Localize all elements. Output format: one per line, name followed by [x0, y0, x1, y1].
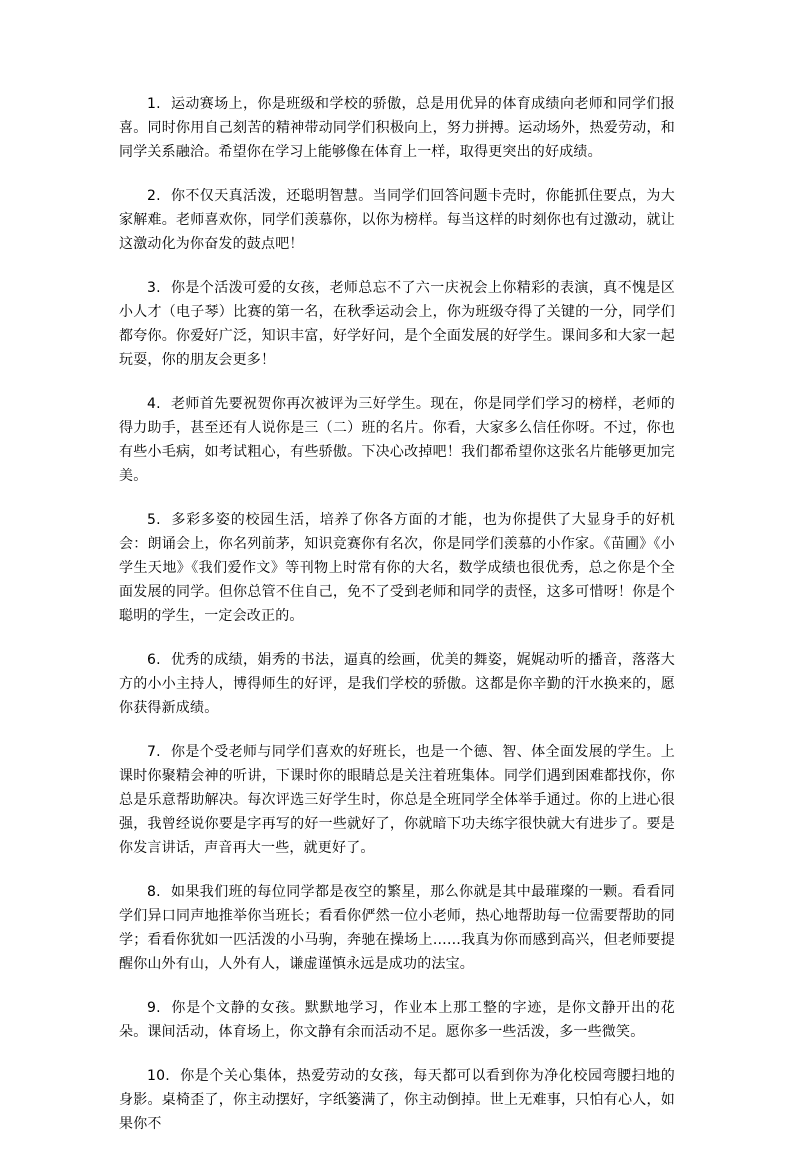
comment-paragraph-8	[119, 880, 675, 976]
paragraph-text: 你是个活泼可爱的女孩，老师总忘不了六一庆祝会上你精彩的表演，真不愧是区小人才（电子琴）比赛的第一名，在秋季运动会上，你为班级夺得了关键的一分，同学们都夸你。你爱好广泛，知识丰富，好学好问，是个全面发展的好学生。课间多和大家一起玩耍，你的朋友会更多！	[119, 280, 675, 368]
paragraph-number: 7.	[147, 744, 161, 760]
paragraph-number: 4.	[147, 396, 161, 412]
comment-paragraph-4	[119, 392, 675, 488]
comment-paragraph-3	[119, 276, 675, 372]
paragraph-text: 优秀的成绩，娟秀的书法，逼真的绘画，优美的舞姿，娓娓动听的播音，落落大方的小小主持人，博得师生的好评，是我们学校的骄傲。这都是你辛勤的汗水换来的，愿你获得新成绩。	[119, 652, 675, 716]
comments-list	[119, 92, 675, 1156]
paragraph-text: 你是个关心集体，热爱劳动的女孩，每天都可以看到你为净化校园弯腰扫地的身影。桌椅歪了，你主动摆好，字纸篓满了，你主动倒掉。世上无难事，只怕有心人，如果你不	[119, 1068, 675, 1132]
paragraph-text: 你不仅天真活泼，还聪明智慧。当同学们回答问题卡壳时，你能抓住要点，为大家解难。老师喜欢你，同学们羡慕你，以你为榜样。每当这样的时刻你也有过激动，就让这激动化为你奋发的鼓点吧！	[119, 188, 675, 252]
paragraph-number: 1.	[147, 96, 161, 112]
paragraph-number: 10.	[147, 1068, 170, 1084]
paragraph-text: 你是个受老师与同学们喜欢的好班长，也是一个德、智、体全面发展的学生。上课时你聚精会神的听讲，下课时你的眼睛总是关注着班集体。同学们遇到困难都找你，你总是乐意帮助解决。每次评选三好学生时，你总是全班同学全体举手通过。你的上进心很强，我曾经说你要是字再写的好一些就好了，你就暗下功夫练字很快就大有进步了。要是你发言讲话，声音再大一些，就更好了。	[119, 744, 675, 856]
comment-paragraph-6	[119, 648, 675, 720]
comment-paragraph-7	[119, 740, 675, 860]
comment-paragraph-2	[119, 184, 675, 256]
paragraph-text: 运动赛场上，你是班级和学校的骄傲，总是用优异的体育成绩向老师和同学们报喜。同时你用自己刻苦的精神带动同学们积极向上，努力拼搏。运动场外，热爱劳动，和同学关系融洽。希望你在学习上能够像在体育上一样，取得更突出的好成绩。	[119, 96, 675, 160]
paragraph-text: 多彩多姿的校园生活，培养了你各方面的才能，也为你提供了大显身手的好机会：朗诵会上，你名列前茅，知识竞赛你有名次，你是同学们羡慕的小作家。《苗圃》《小学生天地》《我们爱作文》等刊物上时常有你的大名，数学成绩也很优秀，总之你是个全面发展的同学。但你总管不住自己，免不了受到老师和同学的责怪，这多可惜呀！你是个聪明的学生，一定会改正的。	[119, 512, 675, 624]
comment-paragraph-1	[119, 92, 675, 164]
paragraph-text: 老师首先要祝贺你再次被评为三好学生。现在，你是同学们学习的榜样，老师的得力助手，甚至还有人说你是三（二）班的名片。你看，大家多么信任你呀。不过，你也有些小毛病，如考试粗心，有些骄傲。下决心改掉吧！我们都希望你这张名片能够更加完美。	[119, 396, 675, 484]
comment-paragraph-10	[119, 1064, 675, 1136]
paragraph-number: 9.	[147, 1000, 161, 1016]
paragraph-text: 如果我们班的每位同学都是夜空的繁星，那么你就是其中最璀璨的一颗。看看同学们异口同声地推举你当班长；看看你俨然一位小老师，热心地帮助每一位需要帮助的同学；看看你犹如一匹活泼的小马驹，奔驰在操场上……我真为你而感到高兴，但老师要提醒你山外有山，人外有人，谦虚谨慎永远是成功的法宝。	[119, 884, 675, 972]
paragraph-number: 2.	[147, 188, 161, 204]
paragraph-number: 3.	[147, 280, 161, 296]
paragraph-text: 你是个文静的女孩。默默地学习，作业本上那工整的字迹，是你文静开出的花朵。课间活动，体育场上，你文静有余而活动不足。愿你多一些活泼，多一些微笑。	[119, 1000, 675, 1040]
paragraph-number: 6.	[147, 652, 161, 668]
comment-paragraph-9	[119, 996, 675, 1044]
paragraph-number: 5.	[147, 512, 161, 528]
comment-paragraph-5	[119, 508, 675, 628]
paragraph-number: 8.	[147, 884, 161, 900]
